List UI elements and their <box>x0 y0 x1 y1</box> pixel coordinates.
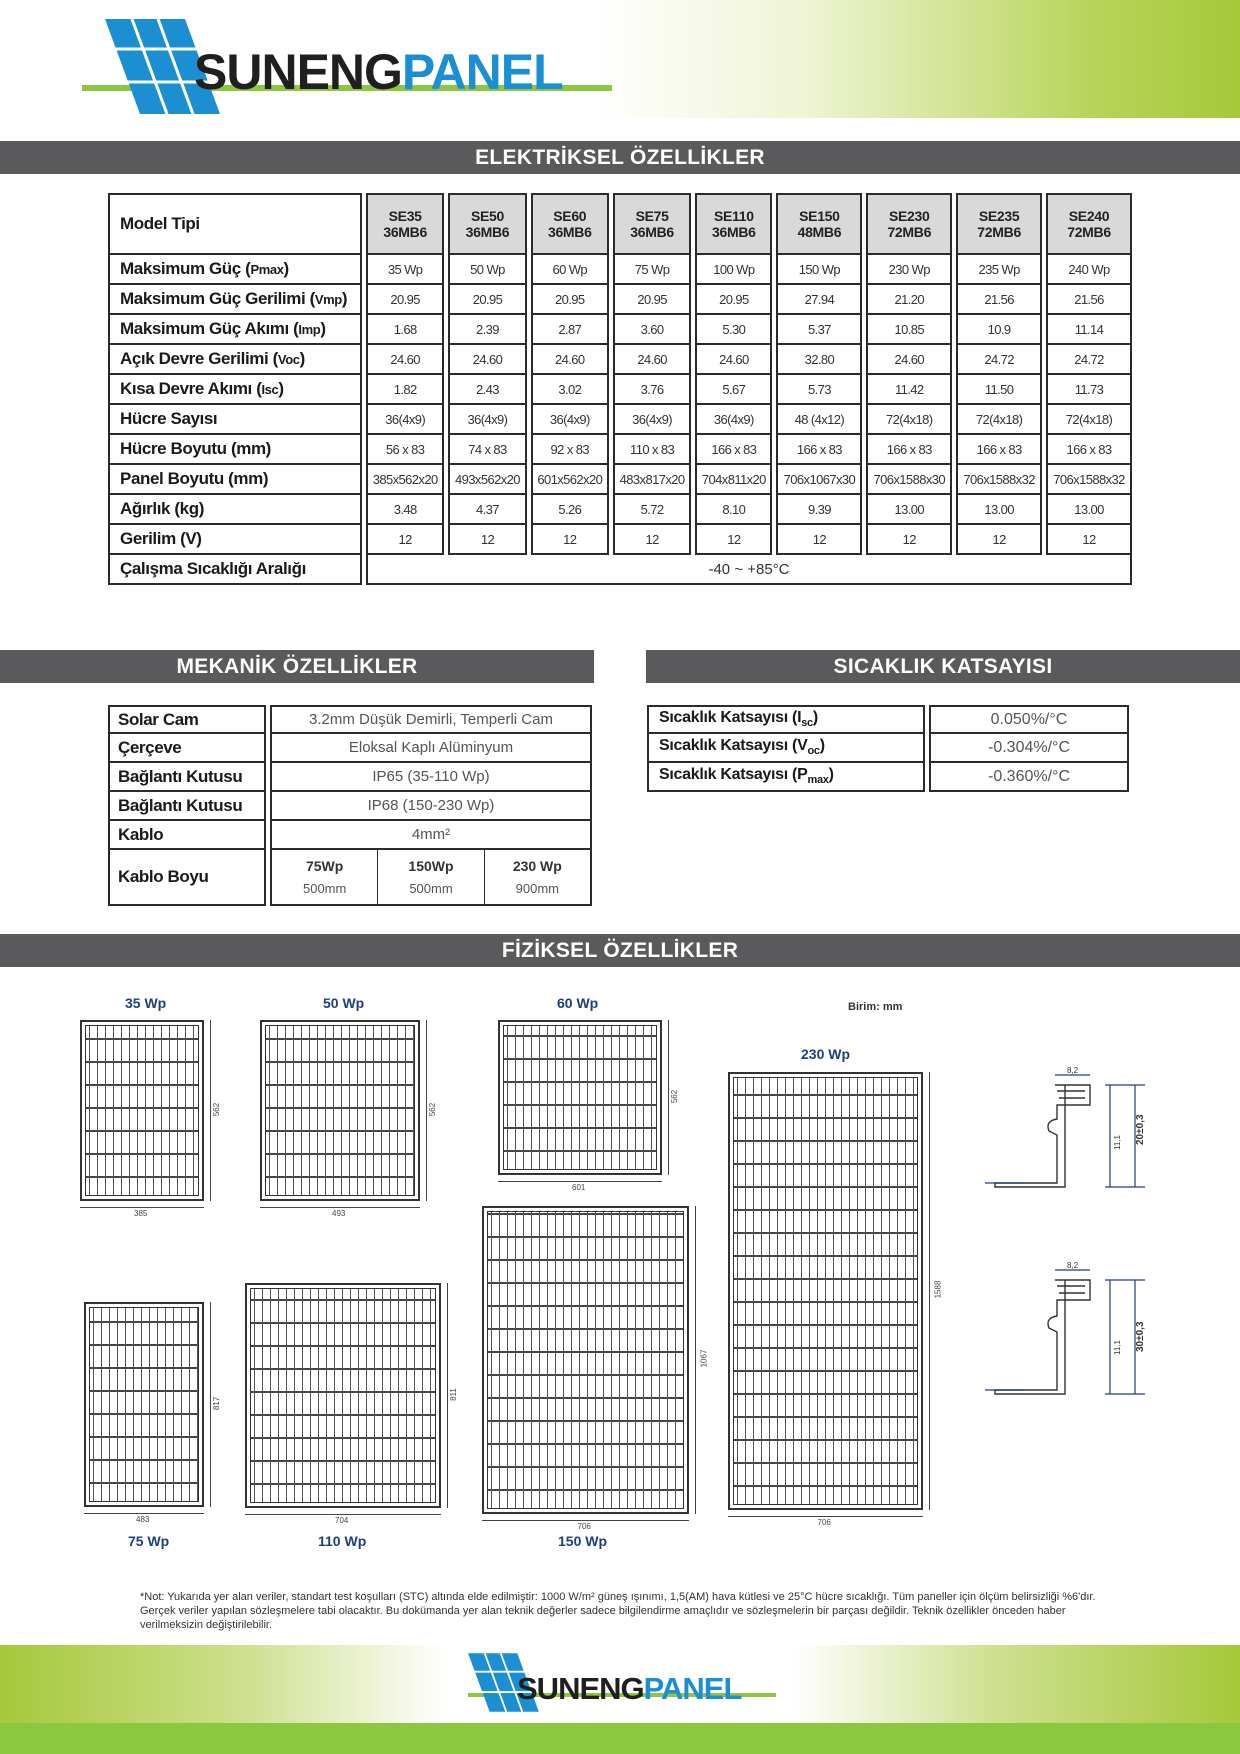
spec-value: 12 <box>695 525 772 555</box>
spec-value: 110 x 83 <box>613 435 691 465</box>
temperature-section-title: SICAKLIK KATSAYISI <box>646 650 1240 683</box>
spec-label <box>108 285 362 315</box>
model-name: SE110 <box>713 208 754 224</box>
width-dimension-line <box>84 1513 204 1514</box>
spec-value: 385x562x20 <box>366 465 444 495</box>
height-dimension-line <box>695 1206 696 1514</box>
temp-row <box>647 705 1129 734</box>
temp-label <box>647 734 925 763</box>
temp-label-close: ) <box>828 766 834 784</box>
spec-value: 166 x 83 <box>695 435 772 465</box>
temperature-coefficient-table <box>643 705 1133 792</box>
cable-length: 500mm <box>302 881 347 896</box>
spec-value: 36(4x9) <box>613 405 691 435</box>
spec-value: 12 <box>448 525 526 555</box>
spec-value: 706x1588x32 <box>1046 465 1132 495</box>
model-type-header: Model Tipi <box>108 193 362 255</box>
mech-row <box>108 792 592 821</box>
model-header <box>613 193 691 255</box>
spec-value: 11.42 <box>866 375 952 405</box>
cable-option <box>485 850 590 904</box>
spec-value: 3.60 <box>613 315 691 345</box>
model-name: SE230 <box>888 208 930 224</box>
spec-value: 13.00 <box>956 495 1042 525</box>
spec-value: 240 Wp <box>1046 255 1132 285</box>
spec-value: 9.39 <box>776 495 862 525</box>
mech-label: Bağlantı Kutusu <box>108 763 266 792</box>
temp-row <box>647 734 1129 763</box>
spec-value: 24.60 <box>366 345 444 375</box>
spec-value: 12 <box>613 525 691 555</box>
spec-value: 72(4x18) <box>956 405 1042 435</box>
spec-value: 704x811x20 <box>695 465 772 495</box>
spec-label <box>108 465 362 495</box>
model-series: 72MB6 <box>1067 224 1111 240</box>
operating-temp-label: Çalışma Sıcaklığı Aralığı <box>108 555 362 585</box>
spec-row <box>108 255 1132 285</box>
solar-panel-drawing <box>80 1020 204 1201</box>
mechanical-specs-table <box>104 705 596 906</box>
spec-value: 493x562x20 <box>448 465 526 495</box>
spec-value: 74 x 83 <box>448 435 526 465</box>
height-dimension-line <box>929 1072 930 1510</box>
spec-label <box>108 375 362 405</box>
model-name: SE235 <box>978 208 1020 224</box>
model-series: 36MB6 <box>383 224 427 240</box>
spec-value: 706x1588x32 <box>956 465 1042 495</box>
spec-value: 24.60 <box>613 345 691 375</box>
spec-value: 12 <box>776 525 862 555</box>
spec-value: 8.10 <box>695 495 772 525</box>
spec-label-text: Maksimum Güç ( <box>120 259 251 278</box>
width-dimension-line <box>498 1181 662 1182</box>
cable-length-values <box>270 850 592 906</box>
spec-row <box>108 405 1132 435</box>
spec-label-tail: ) <box>278 379 284 398</box>
temp-value: -0.304%/°C <box>929 734 1129 763</box>
panel-width: 704 <box>335 1516 349 1525</box>
footnote: *Not: Yukarıda yer alan veriler, standart test koşulları (STC) altında elde edilmiştir: 1000 W/m² güneş ışınımı, 1,5(AM) hava kütlesi ve 25°C hücre sıcaklığı. Tüm paneller için ölçüm belirsizliği %6'dır. Gerçek veriler yapılan sözleşmelere tabi olacaktır. Bu dokümanda yer alan teknik değerler sadece bilgilendirme amaçlıdır ve sözleşmelerin bir parçası değildir. Teknik özellikler önceden haber verilmeksizin değiştirilebilir. <box>140 1591 1096 1631</box>
spec-label <box>108 315 362 345</box>
profile-bottom-height: 30±0,3 <box>1135 1321 1146 1352</box>
width-dimension-line <box>728 1516 923 1517</box>
cable-power: 150Wp <box>408 858 454 874</box>
spec-value: 601x562x20 <box>531 465 609 495</box>
panel-height: 562 <box>428 1102 438 1116</box>
temp-label-text: Sıcaklık Katsayısı (V <box>659 737 808 755</box>
model-name: SE35 <box>388 208 422 224</box>
width-dimension-line <box>80 1207 204 1208</box>
spec-value: 50 Wp <box>448 255 526 285</box>
spec-label-sub: Isc <box>261 382 279 397</box>
model-series: 72MB6 <box>887 224 932 240</box>
panel-label: 230 Wp <box>801 1046 851 1062</box>
cable-length-label: Kablo Boyu <box>108 850 266 906</box>
brand-logo <box>100 14 563 119</box>
spec-value: 166 x 83 <box>1046 435 1132 465</box>
mech-row <box>108 821 592 850</box>
spec-value: 92 x 83 <box>531 435 609 465</box>
spec-label-text: Maksimum Güç Gerilimi ( <box>120 289 315 308</box>
spec-value: 706x1588x30 <box>866 465 952 495</box>
spec-label <box>108 525 362 555</box>
panel-width: 706 <box>577 1522 591 1531</box>
model-header <box>1046 193 1132 255</box>
model-header <box>695 193 772 255</box>
spec-value: 20.95 <box>366 285 444 315</box>
footer-brand-logo <box>465 1650 741 1715</box>
spec-value: 166 x 83 <box>956 435 1042 465</box>
spec-label-tail: ) <box>320 319 326 338</box>
profile-top-height: 20±0,3 <box>1135 1114 1146 1145</box>
spec-value: 5.26 <box>531 495 609 525</box>
cable-grid <box>272 850 590 904</box>
spec-value: 2.87 <box>531 315 609 345</box>
spec-value: 235 Wp <box>956 255 1042 285</box>
spec-value: 1.68 <box>366 315 444 345</box>
solar-panel-drawing <box>498 1020 662 1175</box>
spec-value: 10.85 <box>866 315 952 345</box>
panel-label: 75 Wp <box>128 1533 170 1549</box>
temp-label-text: Sıcaklık Katsayısı (I <box>659 709 802 727</box>
solar-panel-drawing <box>482 1206 689 1514</box>
spec-value: 75 Wp <box>613 255 691 285</box>
mech-label: Çerçeve <box>108 734 266 763</box>
spec-row <box>108 285 1132 315</box>
spec-value: 32.80 <box>776 345 862 375</box>
electrical-specs-table <box>104 193 1136 585</box>
panel-label: 60 Wp <box>557 995 599 1011</box>
spec-value: 1.82 <box>366 375 444 405</box>
solar-panel-drawing <box>260 1020 420 1201</box>
panel-width: 483 <box>136 1515 150 1524</box>
spec-value: 56 x 83 <box>366 435 444 465</box>
width-dimension-line <box>260 1207 420 1208</box>
spec-value: 11.50 <box>956 375 1042 405</box>
spec-value: 20.95 <box>448 285 526 315</box>
spec-value: 2.43 <box>448 375 526 405</box>
mech-label: Solar Cam <box>108 705 266 734</box>
unit-label: Birim: mm <box>848 1001 903 1013</box>
spec-value: 150 Wp <box>776 255 862 285</box>
spec-value: 12 <box>366 525 444 555</box>
electrical-section-title: ELEKTRİKSEL ÖZELLİKLER <box>0 141 1240 174</box>
spec-value: 21.56 <box>1046 285 1132 315</box>
spec-value: 20.95 <box>531 285 609 315</box>
spec-value: 11.14 <box>1046 315 1132 345</box>
solar-panel-drawing <box>728 1072 923 1510</box>
spec-label-text: Panel Boyutu (mm) <box>120 469 269 488</box>
temp-label-sub: sc <box>801 717 813 730</box>
spec-value: 24.60 <box>531 345 609 375</box>
spec-value: 24.60 <box>695 345 772 375</box>
spec-value: 12 <box>531 525 609 555</box>
spec-value: 12 <box>1046 525 1132 555</box>
spec-row <box>108 375 1132 405</box>
spec-value: 21.20 <box>866 285 952 315</box>
temp-label-sub: max <box>807 774 829 787</box>
spec-label-tail: ) <box>283 259 289 278</box>
spec-value: 36(4x9) <box>531 405 609 435</box>
spec-value: 60 Wp <box>531 255 609 285</box>
model-series: 36MB6 <box>630 224 674 240</box>
spec-label-tail: ) <box>299 349 305 368</box>
temp-value: -0.360%/°C <box>929 763 1129 792</box>
spec-label-text: Hücre Sayısı <box>120 409 218 428</box>
mech-value: Eloksal Kaplı Alüminyum <box>270 734 592 763</box>
spec-value: 5.37 <box>776 315 862 345</box>
spec-value: 13.00 <box>866 495 952 525</box>
spec-label <box>108 345 362 375</box>
model-header <box>956 193 1042 255</box>
spec-value: 48 (4x12) <box>776 405 862 435</box>
spec-value: 3.48 <box>366 495 444 525</box>
spec-value: 5.30 <box>695 315 772 345</box>
panel-width: 385 <box>134 1209 148 1218</box>
spec-value: 5.73 <box>776 375 862 405</box>
mech-value: IP68 (150-230 Wp) <box>270 792 592 821</box>
panel-label: 50 Wp <box>323 995 365 1011</box>
spec-label-sub: Voc <box>277 352 300 367</box>
spec-row <box>108 525 1132 555</box>
mech-value: IP65 (35-110 Wp) <box>270 763 592 792</box>
height-dimension-line <box>426 1020 427 1201</box>
cable-length: 900mm <box>515 881 559 896</box>
model-header <box>366 193 444 255</box>
cable-power: 230 Wp <box>512 858 562 874</box>
spec-value: 36(4x9) <box>448 405 526 435</box>
physical-section-title: FİZİKSEL ÖZELLİKLER <box>0 934 1240 967</box>
spec-value: 72(4x18) <box>1046 405 1132 435</box>
panel-width: 706 <box>817 1518 831 1527</box>
panel-height: 1067 <box>699 1349 709 1368</box>
operating-temp-value: -40 ~ +85°C <box>366 555 1132 585</box>
footer-brand-name: SUNENGPANEL <box>517 1670 742 1706</box>
spec-value: 706x1067x30 <box>776 465 862 495</box>
panel-height: 562 <box>212 1102 222 1116</box>
spec-value: 36(4x9) <box>366 405 444 435</box>
footer-stripe <box>0 1723 1240 1754</box>
spec-value: 24.72 <box>956 345 1042 375</box>
model-header <box>776 193 862 255</box>
spec-value: 166 x 83 <box>866 435 952 465</box>
spec-row <box>108 345 1132 375</box>
spec-row <box>108 435 1132 465</box>
profile-bottom-inner: 11,1 <box>1113 1340 1122 1355</box>
spec-value: 12 <box>956 525 1042 555</box>
spec-label-sub: Imp <box>298 322 321 337</box>
cable-length: 500mm <box>409 881 453 896</box>
spec-label-text: Açık Devre Gerilimi ( <box>120 349 278 368</box>
spec-value: 3.76 <box>613 375 691 405</box>
solar-panel-drawing <box>84 1302 204 1507</box>
spec-label <box>108 495 362 525</box>
spec-value: 100 Wp <box>695 255 772 285</box>
panel-height: 811 <box>448 1387 458 1401</box>
model-name: SE150 <box>799 208 840 224</box>
cable-power: 75Wp <box>305 858 344 874</box>
spec-value: 72(4x18) <box>866 405 952 435</box>
mech-row <box>108 705 592 734</box>
panel-width: 493 <box>332 1209 346 1218</box>
spec-value: 483x817x20 <box>613 465 691 495</box>
mechanical-section-title: MEKANİK ÖZELLİKLER <box>0 650 594 683</box>
mech-label: Bağlantı Kutusu <box>108 792 266 821</box>
model-series: 36MB6 <box>465 224 510 240</box>
profile-bottom-width: 8,2 <box>1067 1261 1079 1270</box>
panel-height: 1588 <box>933 1280 943 1299</box>
spec-value: 35 Wp <box>366 255 444 285</box>
temp-label <box>647 763 925 792</box>
mech-value: 3.2mm Düşük Demirli, Temperli Cam <box>270 705 592 734</box>
temp-label-sub: oc <box>807 745 820 758</box>
spec-label <box>108 255 362 285</box>
panel-label: 35 Wp <box>125 995 167 1011</box>
mech-row <box>108 850 592 906</box>
panel-label: 150 Wp <box>558 1533 608 1549</box>
temp-row <box>647 763 1129 792</box>
model-header <box>866 193 952 255</box>
spec-value: 166 x 83 <box>776 435 862 465</box>
panel-label: 110 Wp <box>318 1533 367 1549</box>
spec-row <box>108 465 1132 495</box>
spec-label-text: Ağırlık (kg) <box>120 499 204 518</box>
spec-value: 24.60 <box>448 345 526 375</box>
temp-label <box>647 705 925 734</box>
cable-option <box>272 850 378 904</box>
temp-label-text: Sıcaklık Katsayısı (P <box>659 766 808 784</box>
spec-label-sub: Pmax <box>250 262 284 277</box>
model-header <box>448 193 526 255</box>
spec-row <box>108 555 1132 585</box>
spec-value: 4.37 <box>448 495 526 525</box>
mech-row <box>108 734 592 763</box>
profile-top-width: 8,2 <box>1067 1066 1079 1075</box>
spec-row <box>108 315 1132 345</box>
model-series: 36MB6 <box>712 224 756 240</box>
spec-value: 230 Wp <box>866 255 952 285</box>
width-dimension-line <box>482 1520 689 1521</box>
spec-label <box>108 435 362 465</box>
spec-value: 12 <box>866 525 952 555</box>
spec-value: 20.95 <box>613 285 691 315</box>
temp-label-close: ) <box>812 709 818 727</box>
height-dimension-line <box>447 1283 448 1508</box>
model-name: SE50 <box>470 208 504 224</box>
spec-value: 5.67 <box>695 375 772 405</box>
spec-value: 10.9 <box>956 315 1042 345</box>
height-dimension-line <box>210 1302 211 1507</box>
spec-label <box>108 405 362 435</box>
frame-profile-diagram-top <box>985 1065 1165 1205</box>
spec-label-tail: ) <box>341 289 348 308</box>
profile-top-inner: 11,1 <box>1113 1135 1122 1150</box>
spec-value: 20.95 <box>695 285 772 315</box>
spec-value: 11.73 <box>1046 375 1132 405</box>
model-series: 72MB6 <box>977 224 1021 240</box>
spec-label-text: Maksimum Güç Akımı ( <box>120 319 299 338</box>
spec-label-text: Gerilim (V) <box>120 529 202 548</box>
model-name: SE60 <box>553 208 587 224</box>
spec-label-text: Hücre Boyutu (mm) <box>120 439 271 458</box>
model-name: SE75 <box>635 208 669 224</box>
spec-value: 27.94 <box>776 285 862 315</box>
spec-value: 24.60 <box>866 345 952 375</box>
mech-label: Kablo <box>108 821 266 850</box>
panel-height: 817 <box>212 1396 222 1410</box>
spec-value: 2.39 <box>448 315 526 345</box>
height-dimension-line <box>668 1020 669 1175</box>
solar-panel-drawing <box>245 1283 441 1508</box>
width-dimension-line <box>245 1514 441 1515</box>
spec-value: 3.02 <box>531 375 609 405</box>
spec-value: 21.56 <box>956 285 1042 315</box>
model-series: 36MB6 <box>547 224 592 240</box>
spec-row <box>108 495 1132 525</box>
spec-value: 36(4x9) <box>695 405 772 435</box>
spec-value: 24.72 <box>1046 345 1132 375</box>
temp-value: 0.050%/°C <box>929 705 1129 734</box>
model-header <box>531 193 609 255</box>
spec-label-text: Kısa Devre Akımı ( <box>120 379 262 398</box>
frame-profile-diagram-bottom <box>985 1260 1165 1420</box>
mech-value: 4mm² <box>270 821 592 850</box>
panel-height: 562 <box>670 1089 680 1103</box>
model-series: 48MB6 <box>797 224 842 240</box>
spec-label-sub: Vmp <box>314 292 342 307</box>
mech-row <box>108 763 592 792</box>
spec-value: 5.72 <box>613 495 691 525</box>
brand-name: SUNENGPANEL <box>194 43 563 100</box>
temp-label-close: ) <box>819 737 825 755</box>
spec-value: 13.00 <box>1046 495 1132 525</box>
model-name: SE240 <box>1068 208 1110 224</box>
cable-option <box>378 850 484 904</box>
panel-width: 601 <box>572 1183 586 1192</box>
height-dimension-line <box>210 1020 211 1201</box>
